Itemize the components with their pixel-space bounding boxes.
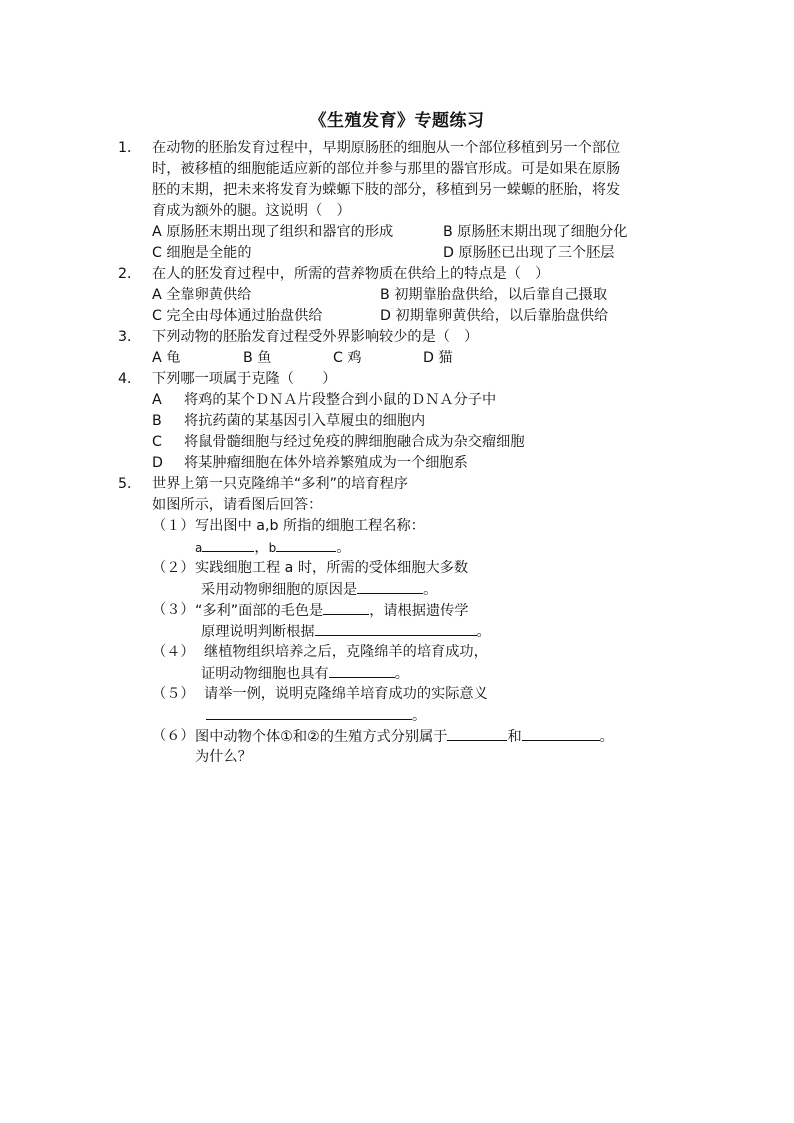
- q5-sub6-line-1-prefix: 图中动物个体①和②的生殖方式分别属于: [195, 729, 448, 745]
- question-4-number: 4．: [118, 371, 142, 387]
- question-2-stem: 在人的胚发育过程中，所需的营养物质在供给上的特点是（ ）: [152, 266, 550, 282]
- q5-sub3-blank-color[interactable]: [323, 600, 369, 615]
- question-1-option-b: B 原肠胚末期出现了细胞分化: [443, 224, 628, 240]
- q5-sub4-line-2: [201, 663, 409, 684]
- q5-sub1-answer-line: [195, 537, 350, 558]
- question-4-option-b-text: 将抗药菌的某基因引入草履虫的细胞内: [184, 413, 426, 429]
- q5-sub2-end: 。: [423, 582, 438, 598]
- page-title: 《生殖发育》专题练习: [309, 111, 485, 131]
- q5-sub3-blank-reason[interactable]: [315, 621, 477, 636]
- question-4-option-a-letter: A: [152, 392, 162, 408]
- question-4-option-a-text: 将鸡的某个ＤＮＡ片段整合到小鼠的ＤＮＡ分子中: [184, 392, 497, 408]
- q5-sub1-end: 。: [336, 540, 351, 556]
- q5-sub3-label: （３）: [152, 602, 195, 618]
- q5-sub3-end: 。: [476, 624, 491, 640]
- question-4-option-c-letter: C: [152, 434, 162, 450]
- question-5-number: 5．: [118, 476, 142, 492]
- q5-sub3-line-2: [201, 621, 491, 642]
- question-3-stem: 下列动物的胚胎发育过程受外界影响较少的是（ ）: [152, 329, 479, 345]
- q5-sub3-line-1: [195, 600, 469, 621]
- question-5-intro: 如图所示，请看图后回答：: [152, 497, 323, 513]
- question-4-option-d-text: 将某肿瘤细胞在体外培养繁殖成为一个细胞系: [184, 455, 468, 471]
- question-5-stem: 世界上第一只克隆绵羊“多利”的培育程序: [152, 476, 408, 492]
- q5-sub2-line-2: [201, 579, 437, 600]
- q5-sub1-a-prefix: a: [195, 541, 203, 555]
- q5-sub6-label: （６）: [152, 728, 195, 744]
- question-2-option-a: A 全靠卵黄供给: [152, 287, 252, 303]
- q5-sub6-blank-1[interactable]: [447, 726, 507, 741]
- q5-sub1-label: （１）: [152, 518, 195, 534]
- q5-sub6-line-2: 为什么？: [195, 749, 252, 765]
- q5-sub5-blank[interactable]: [206, 705, 412, 720]
- q5-sub2-line-2-prefix: 采用动物卵细胞的原因是: [201, 582, 358, 598]
- q5-sub2-line-1: 实践细胞工程 a 时，所需的受体细胞大多数: [195, 560, 469, 576]
- question-1-number: 1．: [118, 140, 142, 156]
- q5-sub3-line-1-suffix: ，请根据遗传学: [369, 603, 469, 619]
- q5-sub3-line-1-prefix: “多利”面部的毛色是: [195, 603, 324, 619]
- question-1-option-c: C 细胞是全能的: [152, 245, 252, 261]
- question-1-line-1: 在动物的胚胎发育过程中，早期原肠胚的细胞从一个部位移植到另一个部位: [152, 140, 621, 156]
- question-2-option-c: C 完全由母体通过胎盘供给: [152, 308, 323, 324]
- q5-sub6-and: 和: [507, 729, 522, 745]
- q5-sub1-blank-b[interactable]: [276, 537, 336, 552]
- q5-sub6-blank-2[interactable]: [522, 726, 600, 741]
- q5-sub1-text: 写出图中 a,b 所指的细胞工程名称：: [195, 518, 425, 534]
- q5-sub2-label: （２）: [152, 560, 195, 576]
- question-1-line-3: 胚的末期，把未来将发育为蝾螈下肢的部分，移植到另一蝾螈的胚胎，将发: [152, 182, 621, 198]
- q5-sub4-label: （４）: [152, 644, 195, 660]
- q5-sub5-line-1: 请举一例，说明克隆绵羊培育成功的实际意义: [204, 686, 488, 702]
- question-4-option-d-letter: D: [152, 455, 163, 471]
- q5-sub1-b-prefix: b: [268, 541, 277, 555]
- question-2-option-d: D 初期靠卵黄供给，以后靠胎盘供给: [380, 308, 609, 324]
- q5-sub6-line-1: [195, 726, 614, 747]
- question-3-option-b: B 鱼: [243, 350, 272, 366]
- question-3-option-a: A 龟: [152, 350, 181, 366]
- q5-sub5-line-2: [206, 705, 426, 726]
- q5-sub5-label: （５）: [152, 686, 195, 702]
- question-1-option-a: A 原肠胚末期出现了组织和器官的形成: [152, 224, 394, 240]
- q5-sub4-line-2-prefix: 证明动物细胞也具有: [201, 666, 329, 682]
- question-1-option-d: D 原肠胚已出现了三个胚层: [443, 245, 615, 261]
- question-3-option-d: D 猫: [423, 350, 453, 366]
- q5-sub4-line-1: 继植物组织培养之后，克隆绵羊的培育成功，: [204, 644, 488, 660]
- q5-sub3-line-2-prefix: 原理说明判断根据: [201, 624, 315, 640]
- q5-sub2-blank[interactable]: [357, 579, 423, 594]
- question-1-line-2: 时，被移植的细胞能适应新的部位并参与那里的器官形成。可是如果在原肠: [152, 161, 621, 177]
- q5-sub5-end: 。: [412, 708, 427, 724]
- question-2-option-b: B 初期靠胎盘供给，以后靠自己摄取: [380, 287, 608, 303]
- question-3-option-c: C 鸡: [333, 350, 362, 366]
- q5-sub1-blank-a[interactable]: [202, 537, 254, 552]
- question-4-option-b-letter: B: [152, 413, 162, 429]
- q5-sub4-end: 。: [394, 666, 409, 682]
- question-3-number: 3．: [118, 329, 142, 345]
- q5-sub1-comma: ，: [254, 540, 269, 556]
- question-4-stem: 下列哪一项属于克隆（ ）: [152, 371, 337, 387]
- q5-sub6-end: 。: [599, 729, 614, 745]
- question-4-option-c-text: 将鼠骨髓细胞与经过免疫的脾细胞融合成为杂交瘤细胞: [184, 434, 525, 450]
- question-1-line-4: 育成为额外的腿。这说明（ ）: [152, 203, 351, 219]
- q5-sub4-blank[interactable]: [329, 663, 395, 678]
- question-2-number: 2．: [118, 266, 142, 282]
